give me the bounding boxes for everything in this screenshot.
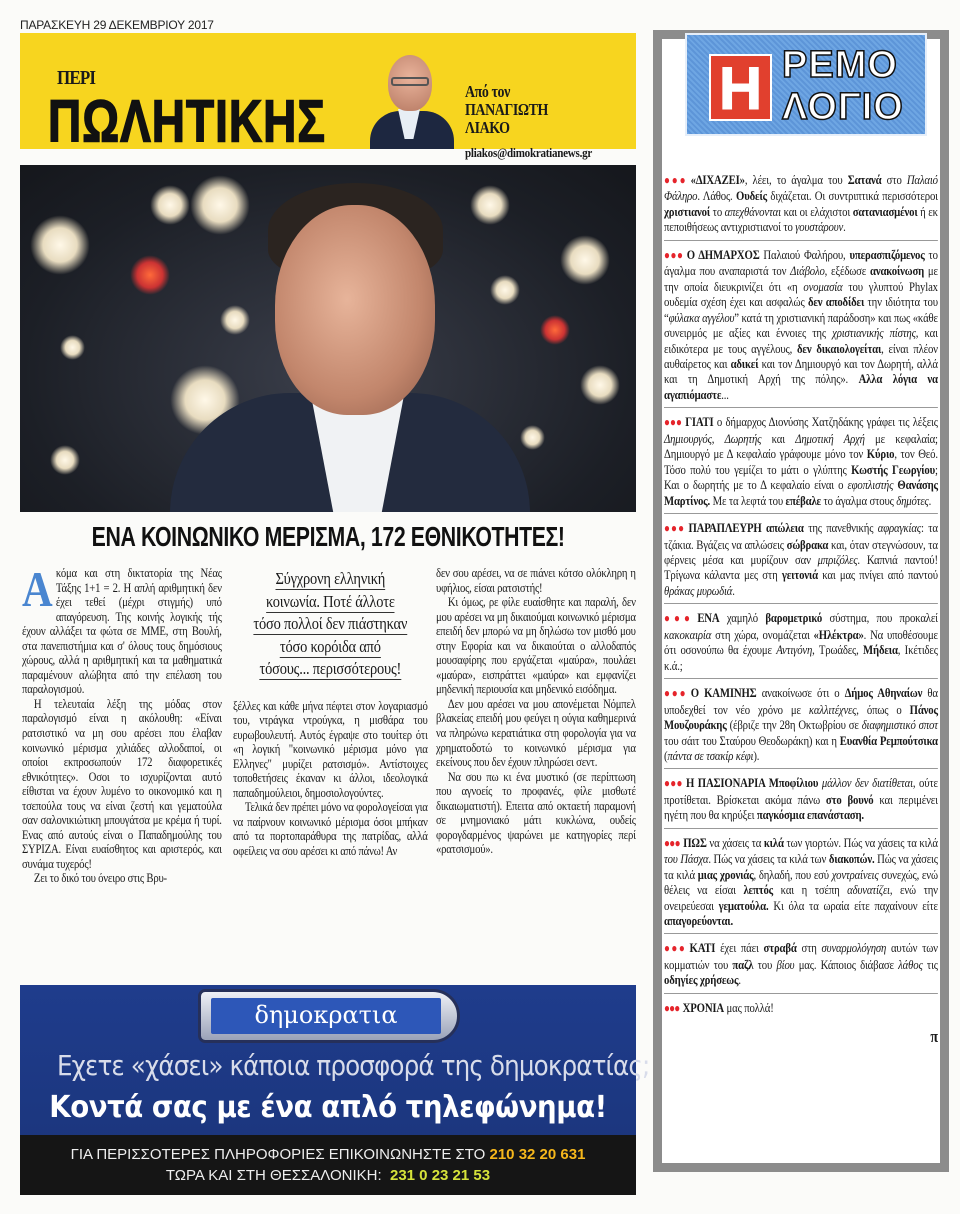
item-text: και περιμένει ηγέτη που θα κηρύξει [664, 791, 938, 823]
bullet-dots-icon: ●●● [664, 1000, 680, 1015]
bold-text: «Ηλέκτρα» [813, 626, 864, 642]
italic-text: Αντιγόνη [776, 642, 813, 658]
phone-thessaloniki[interactable]: 231 0 23 21 53 [389, 1167, 491, 1184]
article-column-2 [233, 566, 428, 859]
bold-text: Ο ΔΗΜΑΡΧΟΣ [686, 246, 760, 262]
pull-quote-line: τόσους... περισσότερους! [259, 659, 402, 678]
italic-text: αφραγκίας [877, 520, 921, 536]
bullet-dots-icon: ●●● [664, 173, 688, 187]
item-text: σύστημα, που προκαλεί [822, 610, 938, 626]
italic-text: αδυνατίζει [847, 882, 890, 898]
bullet-dots-icon: ●●● [664, 941, 687, 956]
contact-info: ΓΙΑ ΠΕΡΙΣΣΟΤΕΡΕΣ ΠΛΗΡΟΦΟΡΙΕΣ ΕΠΙΚΟΙΝΩΝΗΣΤΕ ΣΤΟ [70, 1146, 486, 1163]
article-paragraph: Ζει το δικό του όνειρο στις Βρυ- [33, 871, 167, 886]
item-text: , Τρωάδες, [812, 642, 864, 658]
italic-text: καλλιτέχνες [808, 701, 857, 717]
sidebar-item [664, 610, 938, 679]
ad-contact-bar [20, 1135, 636, 1195]
bold-text: γειτονιά [781, 567, 818, 583]
item-text: με κεφαλαία; Δημιουργό με Δ κεφαλαίο γράφουμε μόνο τον [664, 430, 938, 462]
bold-text: βαρομετρικό [765, 610, 823, 626]
bold-text: χριστιανοί [664, 203, 711, 219]
item-text: . Καπνιά παντού! Τρίγωνα κάλαντα μες στη [664, 551, 938, 583]
author-last-name: ΛΙΑΚΟ [465, 118, 510, 137]
item-text: το άγαλμα που αναπαριστά τον [664, 246, 938, 279]
item-text: Κι όλα τα ωραία είτε παχαίνουν είτε [768, 897, 938, 913]
article-headline: ΕΝΑ ΚΟΙΝΩΝΙΚΟ ΜΕΡΙΣΜΑ, 172 ΕΘΝΙΚΟΤΗΤΕΣ! [91, 521, 565, 552]
bullet-dots-icon: ●●● [664, 776, 683, 791]
paragraph-text: κόμα και στη δικτατορία της Νέας Τάξης 1+1 = 2. Η απλή αριθμητική δεν έχει τεθεί (μέχρι στιγμής) υπό απαγόρευση. Της κοινής λογικής τής έχουν αλλάξει τα φώτα σε ΜΜΕ, στη Βουλή, στα πανεπιστήμια και σ' όλους τους δημόσιους χώρους, αλλά η αριθμητική και τα μαθηματικά παραμένουν αλώβητα από την επέλαση του παραλογισμού. [22, 566, 222, 697]
item-text: έχει πάει [715, 940, 764, 956]
bold-text: ΠΑΡΑΠΛΕΥΡΗ απώλεια [688, 520, 804, 536]
byline-prefix: Από τον [465, 82, 510, 101]
item-text: . Να υποθέσουμε ότι οσονούπω θα έχουμε [664, 626, 938, 658]
item-text: και [761, 430, 796, 446]
sidebar-item-list [664, 172, 938, 1021]
article-paragraph: ξέλλες και κάθε μήνα πέφτει στον λογαριασμό του, ντράγκα ντρούγκα, η μισθάρα του ευρωβουλευτή. Αυτός έγραψε στο τουίτερ ότι «η λογική "κοινωνικό μέρισμα μόνο για Ελληνες" μυρίζει ρατσισμό». Αντίστοιχες τοποθετήσεις έκαναν κι άλλοι, ιδεολογικά παπαδημούλειοι, δημοσιολογούντες. [233, 698, 428, 800]
bold-text: διακοπών. [828, 851, 875, 867]
item-text: την ιδιότητα του “ [664, 294, 938, 325]
item-text: χαμηλό [719, 610, 766, 626]
item-text: τις [922, 956, 938, 972]
italic-text: βίου [776, 956, 795, 972]
bold-text: σατανιασμένοι [852, 203, 918, 219]
bold-text: κιλά [763, 834, 784, 850]
item-text: ( [664, 747, 668, 763]
item-text: το άγαλμα στους [820, 492, 897, 508]
item-text: και, όταν στεγνώσουν, τα φέρνεις μέσα και μυρίζουν σαν [664, 536, 938, 567]
italic-text: δημότες [896, 492, 929, 508]
ad-slogan: Κοντά σας με ένα απλό τηλεφώνημα! [49, 1090, 607, 1125]
item-text: και η τσέπη [773, 882, 848, 898]
item-text: , εξέδωσε [824, 263, 870, 279]
sidebar-item [664, 247, 938, 409]
item-text: . Λάθος. [697, 188, 737, 204]
bold-text: «ΔΙΧΑΖΕΙ» [690, 172, 745, 187]
item-text: , Ικέτιδες κ.ά.; [664, 642, 938, 673]
bold-text: Ο ΚΑΜΙΝΗΣ [690, 685, 757, 701]
bold-text: Σατανά [847, 172, 882, 187]
pull-quote-line: κοινωνία. Ποτέ άλλοτε [265, 591, 395, 611]
bullet-dots-icon: ●●● [664, 247, 684, 262]
bold-text: δεν δικαιολογείται [797, 340, 882, 356]
logo-line-2: ΛΟΓΙΟ [782, 86, 904, 128]
bold-text: υπερασπιζόμενος [849, 246, 925, 262]
item-text: και μας πνίγει από παντού [817, 567, 938, 583]
bold-text: παζλ [732, 956, 754, 972]
italic-text: πάντα σε τσακίρ κέφι [667, 747, 754, 763]
article-paragraph: Να σου πω κι ένα μυστικό (σε περίπτωση που αγνοείς το προφανές, φίλε μισθωτέ δικαιωματιστή). Επειτα από οκταετή παραμονή σε μνημονιακό μάτι κυκλώνα, ουδείς φορογδαρμένος ψαρώνει με κατηγορίες περί «ρατσισμού». [436, 769, 636, 857]
item-text: του [753, 956, 777, 972]
author-email[interactable]: pliakos@dimokratianews.gr [465, 145, 593, 160]
bold-text: στο βουνό [825, 791, 874, 807]
item-text: . [843, 219, 846, 235]
pull-quote-line: Σύγχρονη ελληνική [275, 569, 386, 588]
contact-info-thessaloniki: ΤΩΡΑ ΚΑΙ ΣΤΗ ΘΕΣΣΑΛΟΝΙΚΗ: [165, 1167, 382, 1184]
bold-text: Μήδεια [863, 642, 898, 658]
bold-text: Κωστής Γεωργίου [851, 461, 936, 477]
bold-text: Κύριο [866, 446, 895, 462]
italic-text: λάθος [898, 956, 923, 972]
item-text: στη χώρα, ονομάζεται [711, 626, 814, 642]
italic-text: χοντραίνεις [831, 866, 879, 882]
bold-text: δεν αποδίδει [807, 294, 865, 310]
item-text: ο δήμαρχος Διονύσης Χατζηδάκης γράφει τις λέξεις [713, 414, 938, 430]
bold-text: ΓΙΑΤΙ [685, 414, 714, 430]
italic-text: απεχθάνονται [724, 203, 781, 219]
item-text: της πανεθνικής [803, 520, 878, 536]
item-text: Παλαιού Φαλήρου, [759, 246, 850, 262]
newspaper-logo [198, 989, 460, 1043]
italic-text: μάλλον δεν διατίθεται [821, 775, 913, 791]
item-text: . Πώς να χάσεις τα κιλά των [708, 851, 829, 867]
item-text: , [711, 430, 725, 446]
item-text: , λέει, το άγαλμα του [744, 172, 848, 187]
bold-text: στραβά [763, 940, 797, 956]
sidebar-item [664, 940, 938, 993]
italic-text: Παλαιό Φάληρο [664, 172, 938, 204]
italic-text: συναρμολόγηση [821, 940, 887, 956]
article-photo [20, 165, 636, 512]
sidebar-item [664, 835, 938, 935]
bullet-dots-icon: ●●● [664, 521, 686, 536]
italic-text: διαφημιστικό σποτ [861, 717, 938, 733]
bold-text: Πάνος Μουζουράκης [664, 701, 938, 733]
subscription-ad[interactable] [20, 985, 650, 1195]
italic-text: του Πάσχα [664, 851, 709, 867]
article-paragraph: Η τελευταία λέξη της μόδας στον παραλογισμό είναι η ακόλουθη: «Είναι ρατσιστικό να μη σου αρέσει που έλαβαν κοινωνικό μέρισμα χιλιάδες αλλοδαποί, οι οποίοι εκπροσωπούν 172 διαφορετικές εθνικότητες». Οσοι το ισχυρίζονται αυτό είθισται να έχουν λυμένο το οικονομικό και η τσεπούλα τους να είναι ζεστή και γεματούλα σαν σαλονικιώτικη μπουγάτσα με κρέμα ή τυρί. Ενας από αυτούς είναι ο Παπαδημούλης του ΣΥΡΙΖΑ. Είναι ευαίσθητος και αριστερός, και συνάμα τυχερός! [22, 696, 222, 871]
byline [465, 83, 548, 137]
item-text: ... [721, 386, 729, 402]
item-text: και οι ελάχιστοι [780, 203, 853, 219]
item-text: , τον Θεό. Τόσο πολύ του γεμίζει το μάτι ο γλύπτης [664, 446, 938, 477]
article-column-3 [436, 566, 636, 857]
sidebar-item [664, 685, 938, 769]
italic-text: χριστιανικής πίστης [832, 325, 916, 341]
bullet-dots-icon: ●●● [664, 415, 682, 430]
article-paragraph: Κι όμως, ρε φίλε ευαίσθητε και παραλή, δεν μου αρέσει να μη δικαιούμαι κοινωνικό μέρισμα επειδή δεν μπορώ να μη δηλώσω τον μισθό μου στην Εφορία και να δικαιούται ο αλλοδαπός μουσαφίρης που εργάζεται «μαύρα», πουλάει «μαύρα», εισπράττει «μαύρα» και εμφανίζει μηδενική περιουσία και μηδενικό εισόδημα. [436, 595, 636, 697]
pull-quote-line: τόσο κορόιδα από [279, 636, 381, 656]
bold-text: λεπτός [743, 882, 774, 898]
italic-text: γουστάρουν [795, 219, 844, 235]
item-text: Με τα λεφτά του [710, 492, 786, 508]
pull-quote [233, 568, 428, 681]
sidebar-item [664, 1000, 938, 1021]
item-text: ; Και ο δωρητής με το Δ κεφαλαίο είναι ο [664, 461, 938, 493]
issue-date: ΠΑΡΑΣΚΕΥΗ 29 ΔΕΚΕΜΒΡΙΟΥ 2017 [20, 18, 214, 32]
bold-text: ΧΡΟΝΙΑ [682, 999, 725, 1015]
item-text: ή εκ πεποιθήσεως αντιχριστιανοί το [664, 203, 938, 235]
bold-text: ΚΑΤΙ [689, 940, 716, 956]
bold-text: μιας χρονιάς [697, 866, 754, 882]
bold-text: απαγορεύονται. [664, 913, 733, 929]
item-text: . [738, 972, 741, 988]
column-banner [20, 33, 636, 160]
article-paragraph: Τελικά δεν πρέπει μόνο να φορολογείσαι για να παίρνουν κοινωνικό μέρισμα όσοι μπήκαν από τα πορτοπαράθυρα της πατρίδας, αλλά οφείλεις να σου αρέσει κι από πάνω! Αν [233, 800, 428, 858]
italic-text: κακοκαιρία [664, 626, 712, 642]
sidebar-logo [685, 33, 927, 136]
item-text: ). [753, 747, 760, 763]
bold-text: επέβαλε [785, 492, 821, 508]
bullet-dots-icon: ●●● [664, 686, 688, 701]
bold-text: παγκόσμια επανάσταση. [756, 807, 864, 823]
item-text: (έβριζε την 28η Οκτωβρίου σε [726, 717, 862, 733]
item-text: των γιορτών. Πώς να χάσεις τα κιλά [783, 834, 938, 850]
bold-text: ΕΝΑ [697, 610, 720, 626]
sidebar-item [664, 520, 938, 604]
item-text: μας πολλά! [724, 999, 774, 1015]
italic-text: Δημιουργός [664, 430, 712, 446]
italic-text: μπριζόλες [817, 551, 858, 567]
item-text: θα υποδεχθεί τον νέο χρόνο με [664, 685, 938, 717]
item-text: του γλυπτού Phylax ουδεμία σχέση έχει και ασφαλώς [664, 278, 938, 310]
item-text: : τα τζάκια. Βγάζεις να απλώσεις [664, 520, 938, 552]
item-text: Πώς να χάσεις τα κιλά [664, 851, 938, 882]
bold-text: ΠΩΣ [683, 834, 707, 850]
item-text: στο [881, 172, 907, 187]
item-text: , όπως ο [856, 701, 910, 717]
item-text: ” κατά τη χριστιανική παράδοση» και πως «κάθε συνειρμός με αξίες και έννοιες της [664, 309, 938, 341]
bold-text: οδηγίες χρήσεως [664, 972, 739, 988]
item-text: να χάσεις τα [706, 834, 764, 850]
drop-cap: Α [22, 561, 53, 617]
article-headline-wrap [20, 520, 636, 554]
bullet-dots-icon: ●●● [664, 611, 695, 626]
item-text: ανακοίνωσε ότι ο [756, 685, 845, 701]
article-paragraph [22, 561, 222, 697]
item-text: συνεχώς, ενώ θέλεις να είσαι [664, 866, 938, 898]
bold-text: ανακοίνωση [869, 263, 925, 279]
item-text: . [732, 582, 735, 598]
sidebar-item [664, 414, 938, 514]
item-text: μας. Κάποιος διάβασε [794, 956, 899, 972]
item-text: αυτών των κομματιών του [664, 940, 938, 972]
phone-athens[interactable]: 210 32 20 631 [489, 1146, 586, 1163]
article-column-1 [22, 561, 222, 886]
italic-text: Διάβολο [790, 263, 825, 279]
item-text: , ενώ την ονειρεύεσαι [664, 882, 938, 913]
item-text: , και ειδικότερα με τους αγγέλους, [664, 325, 938, 356]
bold-text: Ευανθία Ρεμπούτσικα [839, 732, 938, 748]
bold-text: αδικεί [730, 355, 759, 371]
italic-text: εφοπλιστής [847, 477, 894, 493]
column-title: ΠΩΛΗΤΙΚΗΣ [48, 87, 326, 155]
article-paragraph: δεν σου αρέσει, να σε πιάνει κότσο ολόκληρη η υφήλιος, είσαι ρατσιστής! [436, 566, 636, 595]
pull-quote-line: τόσο πολλοί δεν πιάστηκαν [253, 614, 408, 633]
bold-text: Η ΠΑΣΙΟΝΑΡΙΑ Μποφίλιου [685, 775, 819, 791]
item-text: . [928, 492, 932, 508]
bold-text: Αλλα λόγια να αγαπιόμαστε [664, 371, 938, 402]
item-text: διχάζεται. Οι συντριπτικά περισσότεροι [766, 188, 938, 204]
column-kicker: ΠΕΡΙ [57, 67, 96, 89]
ad-question: Εχετε «χάσει» κάποια προσφορά της δημοκρατίας; [56, 1049, 650, 1082]
item-text: , ούτε προτίθεται. Βρίσκεται ακόμα πάνω [664, 775, 938, 807]
item-text: του σάιτ του Σταύρου Θεοδωράκη) και η [664, 732, 840, 748]
italic-text: Δημοτική Αρχή [795, 430, 865, 446]
italic-text: φύλακα αγγέλου [668, 309, 735, 325]
italic-text: ονομασία [803, 278, 843, 294]
sidebar-items [664, 172, 938, 1047]
author-first-name: ΠΑΝΑΓΙΩΤΗ [465, 100, 548, 119]
bold-text: Ουδείς [736, 188, 767, 204]
sidebar-item [664, 172, 938, 241]
sidebar-item [664, 775, 938, 828]
italic-text: θράκας μυρωδιά [664, 582, 733, 598]
logo-line-1: ΡΕΜΟ [782, 44, 898, 86]
author-signature: π [930, 1027, 938, 1047]
italic-text: Δωρητής [724, 430, 762, 446]
article-paragraph: Δεν μου αρέσει να μου απονέμεται Νόμπελ βλακείας επειδή μου φεύγει η ούγια καθημερινά να πληρώνω κερατιάτικα στη φορολογία για να χρηματοδοτώ το κοινωνικό μέρισμα για εκείνους που δεν έχουν πληρώσει σεντ. [436, 696, 636, 770]
bold-text: σώβρακα [786, 536, 829, 552]
bold-text: Θανάσης Μαρτίνος. [664, 477, 938, 508]
bold-text: Δήμος Αθηναίων [844, 685, 923, 701]
item-text: , είναι πλέον αυθαίρετος και [664, 340, 938, 371]
item-text: , δηλαδή, που εσύ [753, 866, 832, 882]
item-text: και τον Δημιουργό και τον Δωρητή, αλλά και τη Δημοτική Αρχή της πόλης». [664, 355, 938, 387]
logo-letter: Η [709, 54, 772, 121]
item-text: το [710, 203, 725, 219]
bullet-dots-icon: ●●● [664, 835, 680, 850]
item-text: στη [796, 940, 822, 956]
bold-text: γεματούλα. [718, 897, 769, 913]
item-text: με την οποία διευκρινίζει ότι «η [664, 263, 938, 294]
newspaper-logo-text: δημοκρατια [211, 998, 441, 1034]
author-photo [358, 49, 458, 149]
